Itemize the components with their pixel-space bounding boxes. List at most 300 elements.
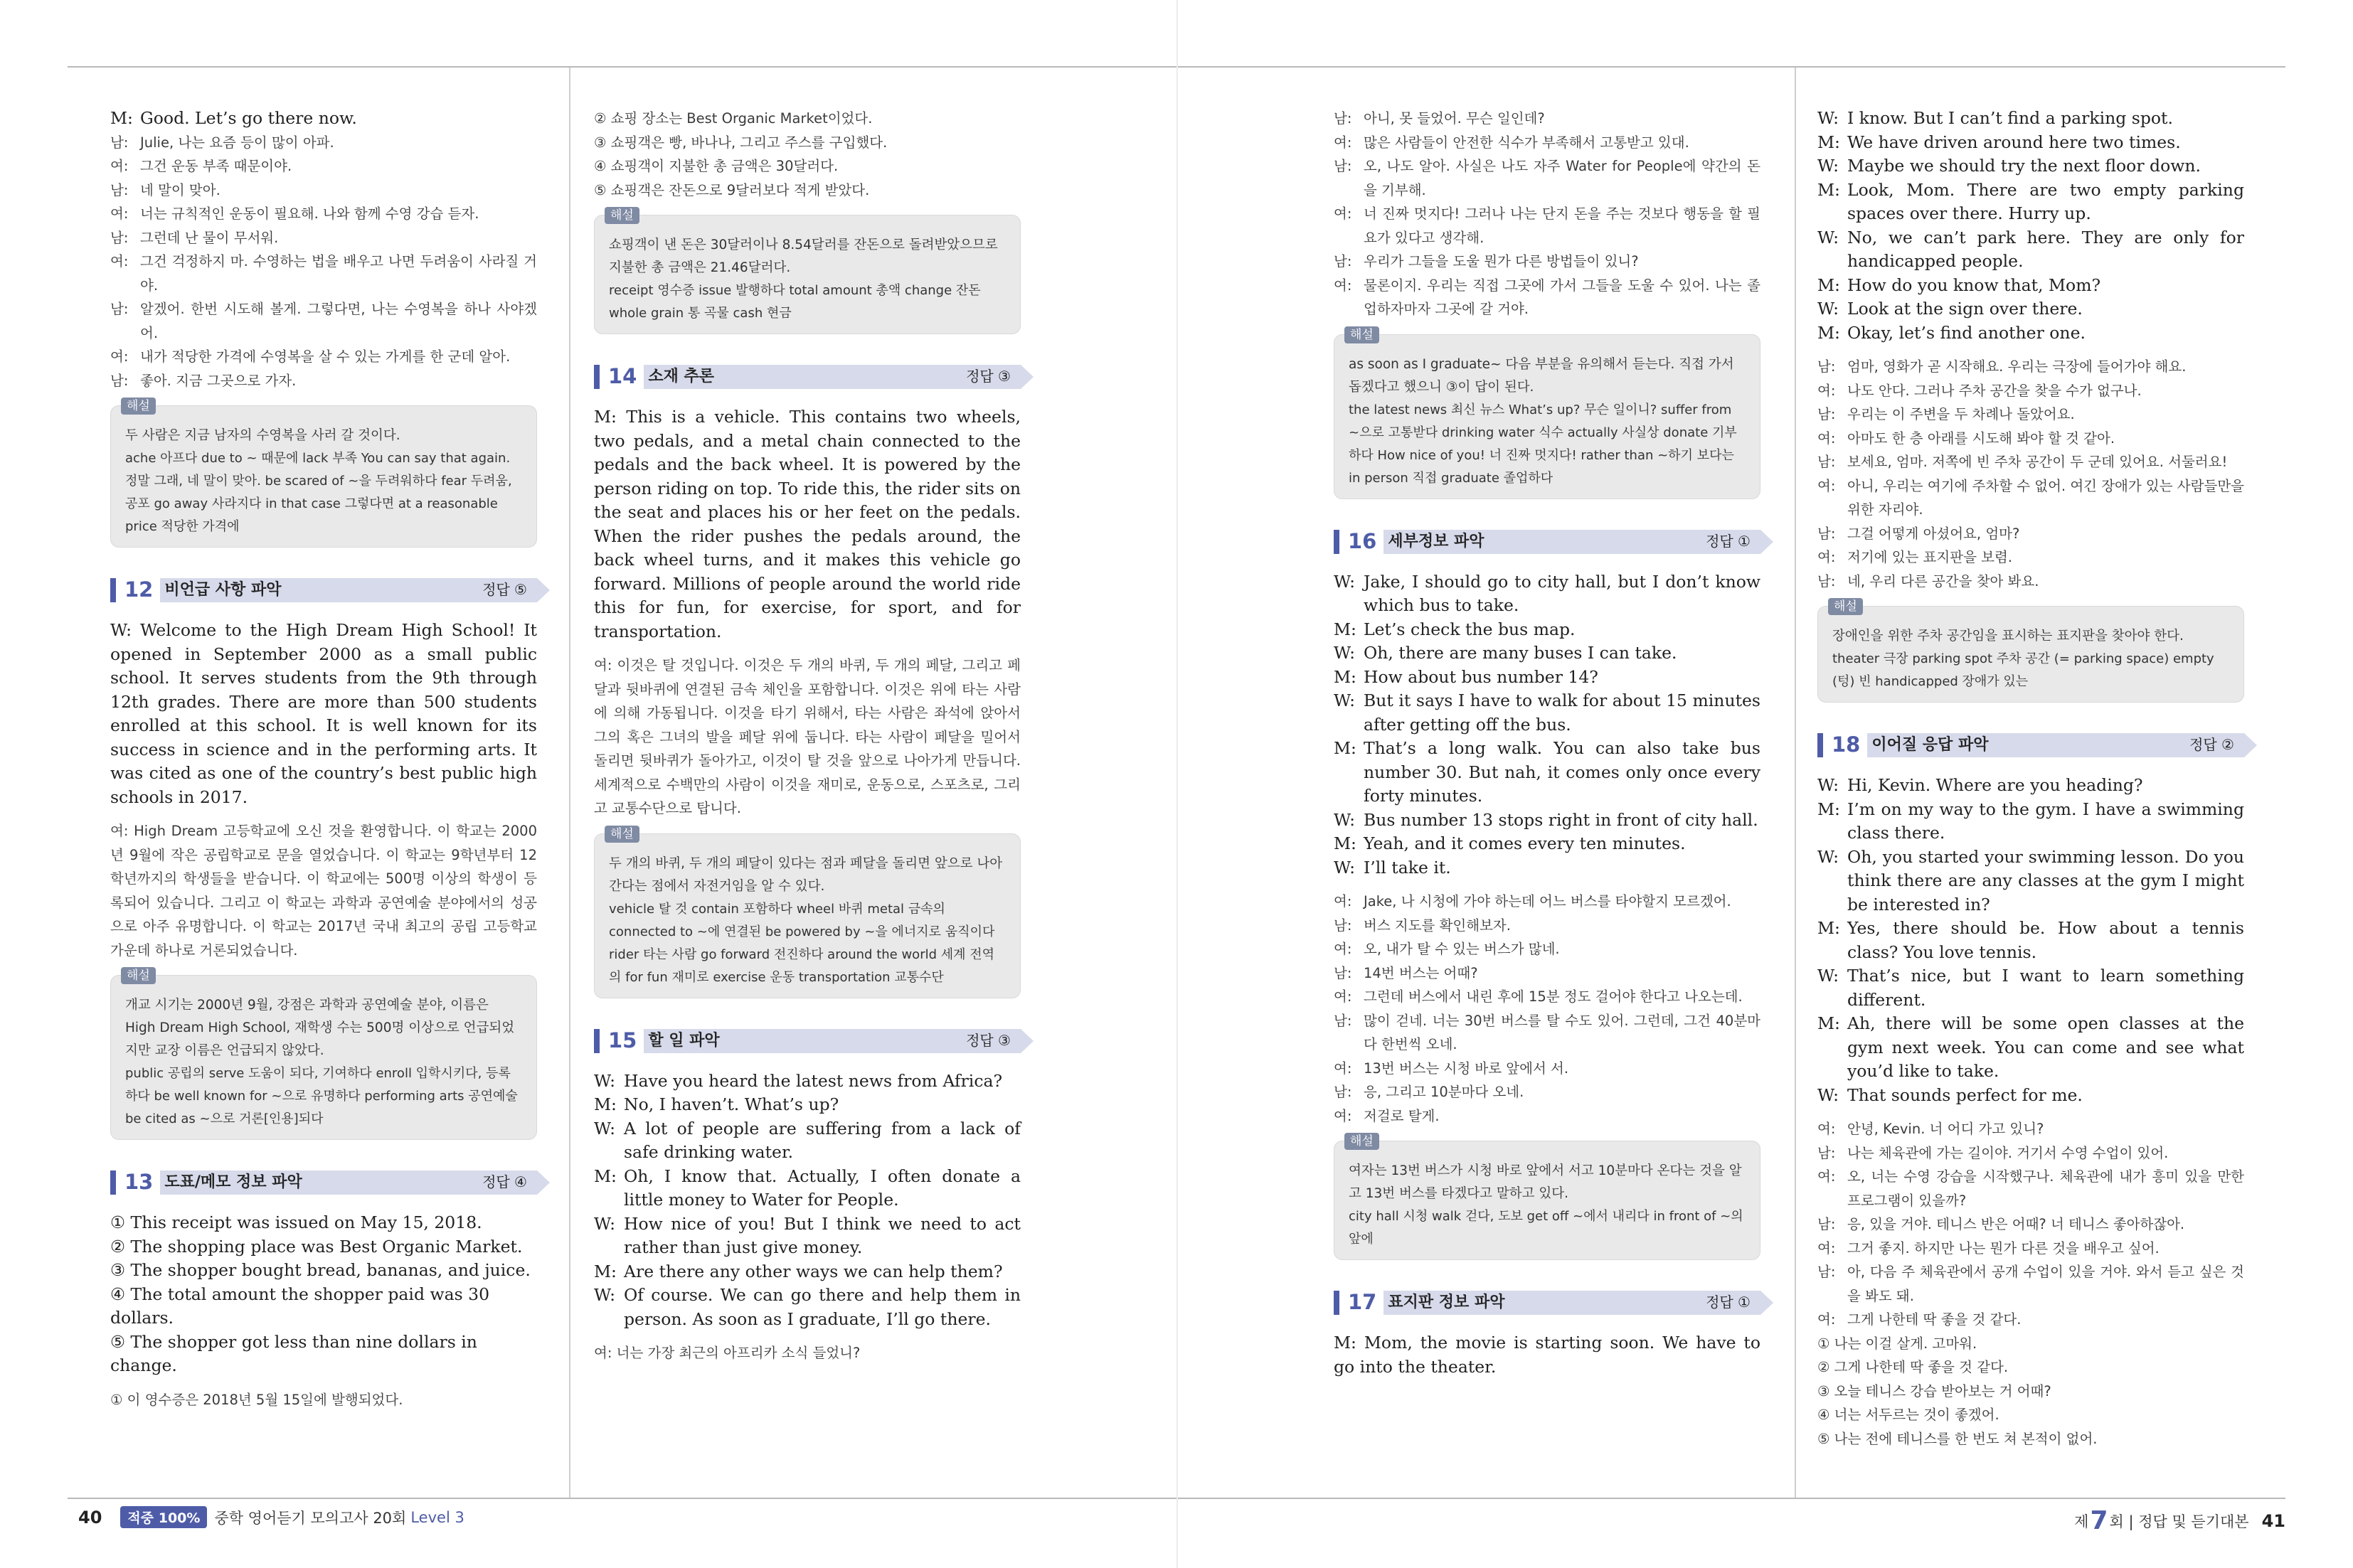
line-text: 네, 우리 다른 공간을 찾아 봐요. (1847, 572, 2039, 590)
dialogue-line (110, 369, 537, 393)
speaker-label: W: (1334, 571, 1356, 592)
line-text: That’s a long walk. You can also take bus number 30. But nah, it comes only once every forty minutes. (1364, 738, 1760, 806)
page-spine (1176, 0, 1178, 1568)
line-text: Julie, 나는 요즘 등이 많이 아파. (140, 134, 334, 151)
dialogue-line (1817, 226, 2244, 274)
speaker-label: 여: (1334, 134, 1352, 151)
line-text: Have you heard the latest news from Africa? (624, 1070, 1003, 1091)
dialogue-line (1817, 427, 2244, 451)
section-header-15 (594, 1028, 1021, 1054)
line-text: 물론이지. 우리는 직접 그곳에 가서 그들을 도울 수 있어. 나는 졸업하자마자 그곳에 갈 거야. (1364, 277, 1760, 317)
section-bar (594, 1029, 600, 1053)
vocabulary-list: vehicle 탈 것 contain 포함하다 wheel 바퀴 metal 금속의 connected to ~에 연결된 be powered by ~을 에너지로 움직이다 rider 타는 사람 go forward 전진하다 around the world 세계 전역의 for fun 재미로 exercise 운동 transportation 교통수단 (609, 901, 995, 985)
line-text: 아니, 못 들었어. 무슨 일인데? (1364, 110, 1545, 127)
line-text: 안녕, Kevin. 너 어디 가고 있니? (1847, 1121, 2044, 1137)
speaker-label: W: (1817, 966, 1839, 986)
explanation-lead: 쇼핑객이 낸 돈은 30달러이나 8.54달러를 잔돈으로 돌려받았으므로 지불한 총 금액은 21.46달러다. (609, 238, 998, 275)
line-text: A lot of people are suffering from a lack of safe drinking water. (624, 1118, 1021, 1162)
dialogue-line (1817, 522, 2244, 546)
speaker-label: W: (1817, 108, 1839, 128)
series-badge: 적중 100% (120, 1506, 207, 1528)
script-text: W: Welcome to the High Dream High School! It opened in September 2000 as a small public school. It serves students from the 9th through 12th grades. There are more than 500 students enrolled at this school. It is well known for its success in science and in the performing arts. It was cited as one of the country’s best public high schools in 2017. (110, 620, 537, 807)
dialogue-line (1817, 178, 2244, 226)
line-text: How nice of you! But I think we need to act rather than just give money. (624, 1213, 1021, 1257)
book-title: 중학 영어듣기 모의고사 20회 (214, 1509, 407, 1527)
explanation-box-17 (1817, 599, 2244, 703)
speaker-label: 남: (110, 181, 129, 198)
explanation-tag: 해설 (121, 398, 156, 415)
section-number: 15 (608, 1028, 637, 1052)
dialogue-line (1334, 832, 1760, 856)
speaker-label: M: (1817, 274, 1840, 295)
speaker-label: 여: (1817, 1121, 1836, 1137)
section-number: 14 (608, 364, 637, 389)
speaker-label: 여: (1334, 1060, 1352, 1077)
translation-18 (1817, 1117, 2244, 1332)
speaker-label: W: (594, 1213, 616, 1234)
speaker-label: 남: (1817, 358, 1836, 375)
script-12 (110, 619, 537, 809)
footer-left (78, 1506, 464, 1528)
option-line: ⑤ 나는 전에 테니스를 한 번도 쳐 본적이 없어. (1817, 1430, 2098, 1447)
dialogue-line (1817, 402, 2244, 427)
section-band (1383, 530, 1760, 554)
line-text: Jake, 나 시청에 가야 하는데 어느 버스를 타야할지 모르겠어. (1364, 893, 1731, 910)
line-text: But it says I have to walk for about 15 minutes after getting off the bus. (1364, 690, 1760, 735)
section-header-14 (594, 364, 1021, 390)
section-number: 12 (124, 577, 154, 602)
speaker-label: W: (1817, 227, 1839, 247)
column-divider (569, 68, 570, 1498)
column-1 (110, 107, 537, 1412)
dialogue-line (1334, 1104, 1760, 1129)
dialogue-line (1334, 856, 1760, 880)
speaker-label: M: (1817, 799, 1840, 819)
explanation-lead: 두 개의 바퀴, 두 개의 페달이 있다는 점과 페달을 돌리면 앞으로 나아간다는 점에서 자전거임을 알 수 있다. (609, 855, 1003, 894)
speaker-label: 여: (1817, 430, 1836, 447)
line-text: Look at the sign over there. (1847, 299, 2083, 319)
translation-text: 여: High Dream 고등학교에 오신 것을 환영합니다. 이 학교는 2000년 9월에 작은 공립학교로 문을 열었습니다. 이 학교는 9학년부터 12학년까지의 학생들을 받습니다. 이 학교에는 500명 이상의 학생이 등록되어 있습니다. 그리고 이 학교는 과학과 공연예술 분야에서의 성공으로 아주 유명합니다. 이 학교는 2017년 국내 최고의 공립 고등학교 가운데 하나로 거론되었습니다. (110, 823, 537, 959)
translation-line: 여: 너는 가장 최근의 아프리카 소식 들었니? (594, 1345, 861, 1361)
speaker-label: 여: (1334, 941, 1352, 957)
column-divider (1795, 68, 1796, 1498)
dialogue-line (1817, 545, 2244, 570)
dialogue-line (1334, 737, 1760, 809)
line-text: No, we can’t park here. They are only for handicapped people. (1847, 227, 2244, 271)
section-number: 17 (1348, 1290, 1377, 1315)
speaker-label: 여: (1334, 206, 1352, 222)
speaker-label: M: (1334, 738, 1356, 758)
section-title: 비언급 사항 파악 (164, 581, 282, 599)
speaker-label: 여: (1817, 1168, 1836, 1185)
line-text: 오, 내가 탈 수 있는 버스가 많네. (1364, 941, 1560, 957)
dialogue-line (1334, 274, 1760, 321)
dialogue-line (1817, 1260, 2244, 1308)
line-text: 아니, 우리는 여기에 주차할 수 없어. 여긴 장애가 있는 사람들만을 위한 자리야. (1847, 477, 2244, 518)
speaker-label: W: (1334, 809, 1356, 830)
dialogue-line (1334, 914, 1760, 938)
speaker-label: M: (1817, 179, 1840, 200)
dialogue-line (1817, 1308, 2244, 1332)
line-text: 그런데 난 물이 무서워. (140, 229, 279, 246)
speaker-label: W: (1817, 299, 1839, 319)
column-2 (594, 107, 1021, 1365)
option-line: ① 나는 이걸 살게. 고마워. (1817, 1335, 1977, 1352)
translation-text: 여: 이것은 탈 것입니다. 이것은 두 개의 바퀴, 두 개의 페달, 그리고 페달과 뒷바퀴에 연결된 금속 체인을 포함합니다. 이것은 위에 타는 사람에 의해 가동됩니다. 이것을 타기 위해서, 타는 사람은 좌석에 앉아서 그의 혹은 그녀의 발을 페달 위에 둡니다. 타는 사람이 페달을 밀어서 돌리면 뒷바퀴가 돌아가고, 이것이 탈 것을 앞으로 나아가게 만듭니다. 세계적으로 수백만의 사람이 이것을 재미로, 운동으로, 스포츠로, 그리고 교통수단으로 탑니다. (594, 657, 1021, 816)
answer-label: 정답 ④ (482, 1173, 527, 1191)
explanation-box-11 (110, 399, 537, 548)
explanation-lead: 여자는 13번 버스가 시청 바로 앞에서 서고 10분마다 온다는 것을 알고 13번 버스를 타겠다고 말하고 있다. (1349, 1163, 1742, 1201)
speaker-label: 여: (110, 206, 129, 222)
dialogue-line (594, 1070, 1021, 1094)
speaker-label: W: (1817, 775, 1839, 795)
section-bar (1334, 1291, 1339, 1315)
line-text: Bus number 13 stops right in front of city hall. (1364, 809, 1758, 830)
translations-13 (594, 107, 1021, 202)
section-bar (594, 365, 600, 389)
dialogue-line (1817, 355, 2244, 379)
vocabulary-list: the latest news 최신 뉴스 What’s up? 무슨 일이니? suffer from ~으로 고통받다 drinking water 식수 actually 사실상 donate 기부하다 How nice of you! 너 진짜 멋지다! rather than ~하기 보다는 in person 직접 graduate 졸업하다 (1349, 402, 1737, 486)
option-line: ② 그게 나한테 딱 좋을 것 같다. (1817, 1359, 2009, 1375)
dialogue-line (1334, 154, 1760, 202)
speaker-label: 남: (1334, 158, 1352, 174)
line-text: 내가 적당한 가격에 수영복을 살 수 있는 가게를 한 군데 알아. (140, 348, 511, 365)
section-band (160, 578, 537, 602)
dialogue-line (1334, 107, 1760, 131)
explanation-lead: 개교 시기는 2000년 9월, 강점은 과학과 공연예술 분야, 이름은 High Dream High School, 재학생 수는 500명 이상으로 언급되었지만 교장 이름은 언급되지 않았다. (125, 998, 515, 1058)
section-header-18 (1817, 732, 2244, 758)
speaker-label: W: (1817, 1084, 1839, 1105)
speaker-label: 남: (110, 134, 129, 151)
answer-label: 정답 ③ (966, 368, 1011, 385)
dialogue-line (1334, 618, 1760, 642)
section-band (644, 365, 1021, 389)
line-text: Jake, I should go to city hall, but I don’t know which bus to take. (1364, 571, 1760, 615)
section-bar (110, 1170, 116, 1195)
dialogue-line (594, 1165, 1021, 1212)
dialogue-line (1817, 1165, 2244, 1212)
section-title: 도표/메모 정보 파악 (164, 1173, 302, 1192)
line-text: 나도 안다. 그러나 주차 공간을 찾을 수가 없구나. (1847, 382, 2142, 399)
translation-option: ④ 쇼핑객이 지불한 총 금액은 30달러다. (594, 158, 839, 174)
dialogue-line (1817, 1084, 2244, 1108)
speaker-label: 남: (1334, 1012, 1352, 1029)
speaker-label: M: (1334, 619, 1356, 639)
dialogue-line (1334, 666, 1760, 690)
option-line: ③ The shopper bought bread, bananas, and juice. (110, 1260, 531, 1280)
line-text: 저걸로 탈게. (1364, 1107, 1440, 1124)
page-number: 40 (78, 1507, 102, 1527)
dialogue-11-end (110, 107, 537, 393)
answer-label: 정답 ⑤ (482, 581, 527, 599)
explanation-box-12 (110, 969, 537, 1140)
translation-option: ③ 쇼핑객은 빵, 바나나, 그리고 주스를 구입했다. (594, 134, 888, 151)
speaker-label: 여: (1334, 1107, 1352, 1124)
dialogue-line (110, 226, 537, 250)
explanation-tag: 해설 (605, 826, 639, 843)
dialogue-line (1817, 798, 2244, 846)
dialogue-line (1817, 474, 2244, 522)
round-number: 7 (2090, 1506, 2108, 1535)
section-header-12 (110, 577, 537, 603)
dialogue-line (1817, 964, 2244, 1012)
speaker-label: 여: (1817, 1239, 1836, 1257)
line-text: 우리는 이 주변을 두 차례나 돌았어요. (1847, 406, 2075, 422)
section-band (644, 1029, 1021, 1053)
speaker-label: 남: (1334, 253, 1352, 270)
line-text: Yeah, and it comes every ten minutes. (1364, 833, 1686, 853)
dialogue-line (110, 297, 537, 345)
line-text: Maybe we should try the next floor down. (1847, 156, 2201, 176)
line-text: 많이 걷네. 너는 30번 버스를 탈 수도 있어. 그런데, 그건 40분마다 한번씩 오네. (1364, 1012, 1760, 1052)
dialogue-line (1334, 1009, 1760, 1057)
column-3 (1334, 107, 1760, 1379)
dialogue-line (1334, 641, 1760, 666)
line-text: 우리가 그들을 도울 뭔가 다른 방법들이 있니? (1364, 253, 1639, 270)
line-text: 많은 사람들이 안전한 식수가 부족해서 고통받고 있대. (1364, 134, 1689, 151)
line-text: Oh, I know that. Actually, I often donate a little money to Water for People. (624, 1166, 1021, 1210)
round-prefix: 제 (2074, 1513, 2089, 1530)
line-text: Let’s check the bus map. (1364, 619, 1576, 639)
vocabulary-list: city hall 시청 walk 걷다, 도보 get off ~에서 내리다 in front of ~의 앞에 (1349, 1209, 1743, 1247)
section-header-17 (1334, 1290, 1760, 1316)
page-number: 41 (2261, 1510, 2285, 1531)
line-text: 너는 규칙적인 운동이 필요해. 나와 함께 수영 강습 듣자. (140, 206, 479, 222)
dialogue-18 (1817, 774, 2244, 1107)
line-text: 네 말이 맞아. (140, 181, 221, 198)
translation-option: ① 이 영수증은 2018년 5월 15일에 발행되었다. (110, 1391, 403, 1408)
line-text: Hi, Kevin. Where are you heading? (1847, 775, 2143, 795)
line-text: 저기에 있는 표지판을 보렴. (1847, 549, 2013, 565)
dialogue-line (110, 202, 537, 226)
dialogue-line (1334, 570, 1760, 618)
speaker-label: M: (110, 108, 133, 128)
speaker-label: M: (594, 1166, 617, 1186)
line-text: 오, 너는 수영 강습을 시작했구나. 체육관에 내가 흥미 있을 만한 프로그램이 있을까? (1847, 1168, 2244, 1209)
vocabulary-list: ache 아프다 due to ~ 때문에 lack 부족 You can say that again. 정말 그래, 네 말이 맞아. be scared of ~을 두려워하다 fear 두려움, 공포 go away 사라지다 in that case 그렇다면 at a reasonable price 적당한 가격에 (125, 451, 512, 534)
script-14 (594, 405, 1021, 644)
script-17-start (1334, 1331, 1760, 1379)
section-band (1383, 1291, 1760, 1315)
dialogue-line (1334, 809, 1760, 833)
translation-option: ② 쇼핑 장소는 Best Organic Market이었다. (594, 110, 873, 127)
speaker-label: M: (594, 1261, 617, 1281)
section-title: 할 일 파악 (648, 1031, 720, 1050)
section-bar (110, 578, 116, 602)
section-title: 소재 추론 (648, 368, 715, 386)
dialogue-line (1334, 937, 1760, 961)
dialogue-line (1817, 274, 2244, 298)
dialogue-line (110, 131, 537, 155)
vocabulary-list: receipt 영수증 issue 발행하다 total amount 총액 change 잔돈 whole grain 통 곡물 cash 현금 (609, 283, 981, 321)
speaker-label: W: (1817, 156, 1839, 176)
speaker-label: W: (594, 1070, 616, 1091)
options-13 (110, 1211, 537, 1378)
dialogue-line (1817, 917, 2244, 964)
section-header-16 (1334, 529, 1760, 555)
dialogue-line (1817, 846, 2244, 917)
speaker-label: M: (1817, 322, 1840, 343)
translation-17 (1817, 355, 2244, 593)
section-title: 이어질 응답 파악 (1871, 736, 1989, 754)
line-text: 아, 다음 주 체육관에서 공개 수업이 있을 거야. 와서 듣고 싶은 것을 봐도 돼. (1847, 1264, 2244, 1304)
speaker-label: M: (594, 1094, 617, 1114)
option-line: ① This receipt was issued on May 15, 2018. (110, 1212, 482, 1232)
speaker-label: 여: (1334, 988, 1352, 1005)
vocabulary-list: public 공립의 serve 도움이 되다, 기여하다 enroll 입학시키다, 등록하다 be well known for ~으로 유명하다 performing arts 공연예술 be cited as ~으로 거론[인용]되다 (125, 1066, 518, 1126)
footer-right (2074, 1506, 2285, 1535)
line-text: 그건 운동 부족 때문이야. (140, 158, 292, 174)
speaker-label: W: (1334, 857, 1356, 878)
explanation-tag: 해설 (605, 207, 639, 224)
dialogue-line (1817, 321, 2244, 346)
section-number: 13 (124, 1170, 154, 1195)
dialogue-line (1817, 1141, 2244, 1166)
dialogue-line (1334, 202, 1760, 250)
speaker-label: 여: (1334, 277, 1352, 294)
speaker-label: 여: (1817, 1311, 1836, 1328)
line-text: 응, 그리고 10분마다 오네. (1364, 1084, 1524, 1100)
explanation-tag: 해설 (1828, 598, 1863, 615)
speaker-label: W: (1334, 690, 1356, 710)
speaker-label: 남: (1817, 1144, 1836, 1161)
dialogue-line (110, 154, 537, 178)
line-text: Are there any other ways we can help them? (624, 1261, 1003, 1281)
dialogue-line (1334, 131, 1760, 155)
answer-label: 정답 ① (1706, 532, 1751, 550)
dialogue-line (1334, 689, 1760, 737)
level-label: Level 3 (410, 1508, 464, 1526)
round-suffix: 회 | 정답 및 듣기대본 (2109, 1513, 2249, 1530)
speaker-label: 남: (1817, 1216, 1836, 1232)
dialogue-17 (1817, 107, 2244, 345)
speaker-label: 남: (110, 372, 129, 389)
explanation-lead: 장애인을 위한 주차 공간임을 표시하는 표지판을 찾아야 한다. (1832, 629, 2184, 644)
dialogue-line (1334, 250, 1760, 274)
speaker-label: 남: (110, 229, 129, 246)
speaker-label: 남: (1817, 1264, 1836, 1280)
dialogue-line (1817, 131, 2244, 155)
speaker-label: W: (594, 1285, 616, 1305)
speaker-label: M: (1334, 833, 1356, 853)
line-text: 보세요, 엄마. 저쪽에 빈 주차 공간이 두 군데 있어요. 서둘러요! (1847, 454, 2228, 470)
line-text: No, I haven’t. What’s up? (624, 1094, 839, 1114)
section-number: 16 (1348, 528, 1377, 553)
line-text: Of course. We can go there and help them in person. As soon as I graduate, I’ll go there. (624, 1285, 1021, 1329)
dialogue-line (1334, 890, 1760, 914)
dialogue-line (594, 1284, 1021, 1331)
line-text: 그게 나한테 딱 좋을 것 같다. (1847, 1311, 2022, 1328)
speaker-label: W: (1334, 643, 1356, 663)
line-text: 그런데 버스에서 내린 후에 15분 정도 걸어야 한다고 나오는데. (1364, 988, 1743, 1005)
line-text: 버스 지도를 확인해보자. (1364, 917, 1511, 934)
script-text: M: This is a vehicle. This contains two wheels, two pedals, and a metal chain connected to the pedals and the back wheel. It is powered by the person riding on top. To ride this, the rider sits on the seat and places his or her feet on the pedals. When the rider pushes the pedals around, the back wheel turns, and it makes this vehicle go forward. Millions of people around the world ride this for fun, for exercise, for sport, and for transportation. (594, 407, 1021, 641)
explanation-box-14 (594, 826, 1021, 998)
dialogue-line (1817, 379, 2244, 403)
dialogue-line (1817, 154, 2244, 178)
section-number: 18 (1832, 732, 1861, 757)
line-text: I’m on my way to the gym. I have a swimming class there. (1847, 799, 2244, 843)
dialogue-line (594, 1093, 1021, 1117)
dialogue-line (1817, 1012, 2244, 1084)
line-text: Okay, let’s find another one. (1847, 322, 2086, 343)
line-text: Ah, there will be some open classes at the gym next week. You can come and see what you’d like to take. (1847, 1013, 2244, 1081)
speaker-label: 남: (1817, 525, 1836, 542)
line-text: 오, 나도 알아. 사실은 나도 자주 Water for People에 약간의 돈을 기부해. (1364, 158, 1760, 198)
dialogue-line (1817, 774, 2244, 798)
dialogue-line (1334, 985, 1760, 1009)
explanation-box-16 (1334, 1134, 1760, 1260)
speaker-label: 남: (1334, 917, 1352, 934)
answer-label: 정답 ② (2189, 736, 2234, 754)
dialogue-line (594, 1117, 1021, 1165)
line-text: 엄마, 영화가 곧 시작해요. 우리는 극장에 들어가야 해요. (1847, 358, 2187, 375)
section-band (160, 1170, 537, 1195)
option-line: ③ 오늘 테니스 강습 받아보는 거 어때? (1817, 1382, 2051, 1399)
translation-12 (110, 819, 537, 962)
options-18 (1817, 1332, 2244, 1451)
line-text: 14번 버스는 어때? (1364, 964, 1478, 981)
speaker-label: 여: (110, 253, 129, 270)
dialogue-line (1817, 297, 2244, 321)
translation-16 (1334, 890, 1760, 1128)
dialogue-line (594, 1212, 1021, 1260)
line-text: Look, Mom. There are two empty parking spaces over there. Hurry up. (1847, 179, 2244, 223)
line-text: 그걸 어떻게 아셨어요, 엄마? (1847, 525, 2020, 542)
column-4 (1817, 107, 2244, 1451)
section-title: 표지판 정보 파악 (1388, 1294, 1505, 1312)
speaker-label: M: (1817, 132, 1840, 152)
dialogue-line (594, 1260, 1021, 1284)
line-text: 좋아. 지금 그곳으로 가자. (140, 372, 297, 389)
script-text: M: Mom, the movie is starting soon. We have to go into the theater. (1334, 1333, 1760, 1377)
explanation-box-15 (1334, 327, 1760, 499)
dialogue-line (1817, 1117, 2244, 1141)
speaker-label: M: (1817, 1013, 1840, 1033)
option-line: ④ 너는 서두르는 것이 좋겠어. (1817, 1407, 1999, 1423)
dialogue-line (1817, 450, 2244, 474)
translation-15 (1334, 107, 1760, 321)
speaker-label: 여: (110, 158, 129, 174)
line-text: How do you know that, Mom? (1847, 274, 2101, 295)
dialogue-line (1817, 1212, 2244, 1237)
dialogue-16 (1334, 570, 1760, 880)
dialogue-line (1817, 107, 2244, 131)
dialogue-line (1817, 1237, 2244, 1261)
line-text: 응, 있을 거야. 테니스 반은 어때? 너 테니스 좋아하잖아. (1847, 1216, 2185, 1232)
line-text: Good. Let’s go there now. (140, 108, 357, 128)
dialogue-line (110, 345, 537, 369)
speaker-label: 남: (1817, 572, 1836, 590)
speaker-label: M: (1817, 918, 1840, 938)
line-text: I’ll take it. (1364, 857, 1451, 878)
speaker-label: 여: (1334, 893, 1352, 910)
vocabulary-list: theater 극장 parking spot 주차 공간 (= parking space) empty (텅) 빈 handicapped 장애가 있는 (1832, 651, 2214, 689)
dialogue-line (1817, 570, 2244, 594)
explanation-tag: 해설 (1344, 326, 1379, 343)
speaker-label: 여: (1817, 477, 1836, 494)
line-text: 그건 걱정하지 마. 수영하는 법을 배우고 나면 두려움이 사라질 거야. (140, 253, 537, 294)
line-text: 그거 좋지. 하지만 나는 뭔가 다른 것을 배우고 싶어. (1847, 1239, 2160, 1257)
line-text: I know. But I can’t find a parking spot. (1847, 108, 2173, 128)
dialogue-line (1334, 1057, 1760, 1081)
speaker-label: M: (1334, 666, 1356, 687)
translation-14 (594, 654, 1021, 821)
line-text: 나는 체육관에 가는 길이야. 거기서 수영 수업이 있어. (1847, 1144, 2169, 1161)
line-text: 알겠어. 한번 시도해 볼게. 그렇다면, 나는 수영복을 하나 사야겠어. (140, 301, 537, 341)
line-text: 아마도 한 층 아래를 시도해 봐야 할 것 같아. (1847, 430, 2115, 447)
explanation-lead: as soon as I graduate~ 다음 부분을 유의해서 듣는다. 직접 가서 돕겠다고 했으니 ③이 답이 된다. (1349, 356, 1734, 395)
